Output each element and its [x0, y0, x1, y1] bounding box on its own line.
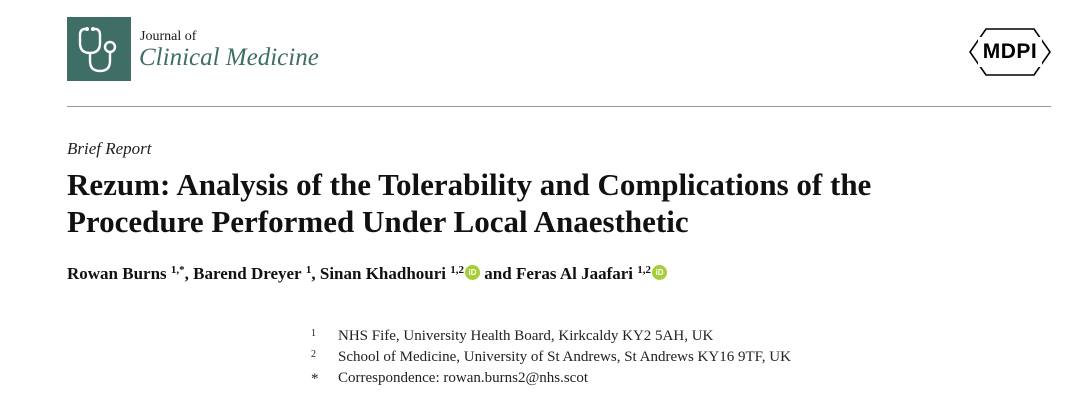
journal-header: [0, 0, 1086, 108]
stethoscope-icon: [67, 17, 131, 81]
correspondence-text[interactable]: Correspondence: rowan.burns2@nhs.scot: [338, 370, 589, 386]
article-type: Brief Report: [67, 139, 152, 158]
header-divider: [67, 106, 1051, 107]
author-list: [67, 262, 667, 286]
author-name[interactable]: Feras Al Jaafari: [515, 264, 634, 283]
journal-logo[interactable]: [67, 17, 131, 81]
journal-prefix: Journal of: [140, 29, 197, 44]
author-separator: ,: [184, 264, 194, 283]
author-name[interactable]: Barend Dreyer: [193, 264, 302, 283]
author-name[interactable]: Rowan Burns: [67, 264, 167, 283]
publisher-logo[interactable]: [968, 27, 1052, 77]
affiliation-text: NHS Fife, University Health Board, Kirkcaldy KY2 5AH, UK: [338, 328, 714, 344]
affiliation-mark: 1: [311, 328, 316, 339]
journal-name[interactable]: Clinical Medicine: [139, 44, 319, 71]
correspondence-mark: *: [311, 371, 319, 387]
title-line: Procedure Performed Under Local Anaesthetic: [67, 204, 689, 239]
orcid-icon[interactable]: iD: [652, 265, 667, 280]
affiliation-mark: 2: [311, 349, 316, 360]
orcid-icon[interactable]: iD: [465, 265, 480, 280]
affiliation-text: School of Medicine, University of St Andrews, St Andrews KY16 9TF, UK: [338, 349, 791, 365]
author-separator: and: [480, 264, 516, 283]
author-separator: ,: [311, 264, 320, 283]
author-affiliation-mark: 1: [305, 264, 312, 276]
author-affiliation-mark: 1,2: [637, 264, 652, 276]
article-title: [67, 166, 1057, 240]
author-name[interactable]: Sinan Khadhouri: [319, 264, 447, 283]
author-affiliation-mark: 1,*: [170, 264, 185, 276]
author-affiliation-mark: 1,2: [450, 264, 465, 276]
publisher-name: MDPI: [982, 40, 1038, 63]
title-line: Rezum: Analysis of the Tolerability and Complications of the: [67, 167, 872, 202]
